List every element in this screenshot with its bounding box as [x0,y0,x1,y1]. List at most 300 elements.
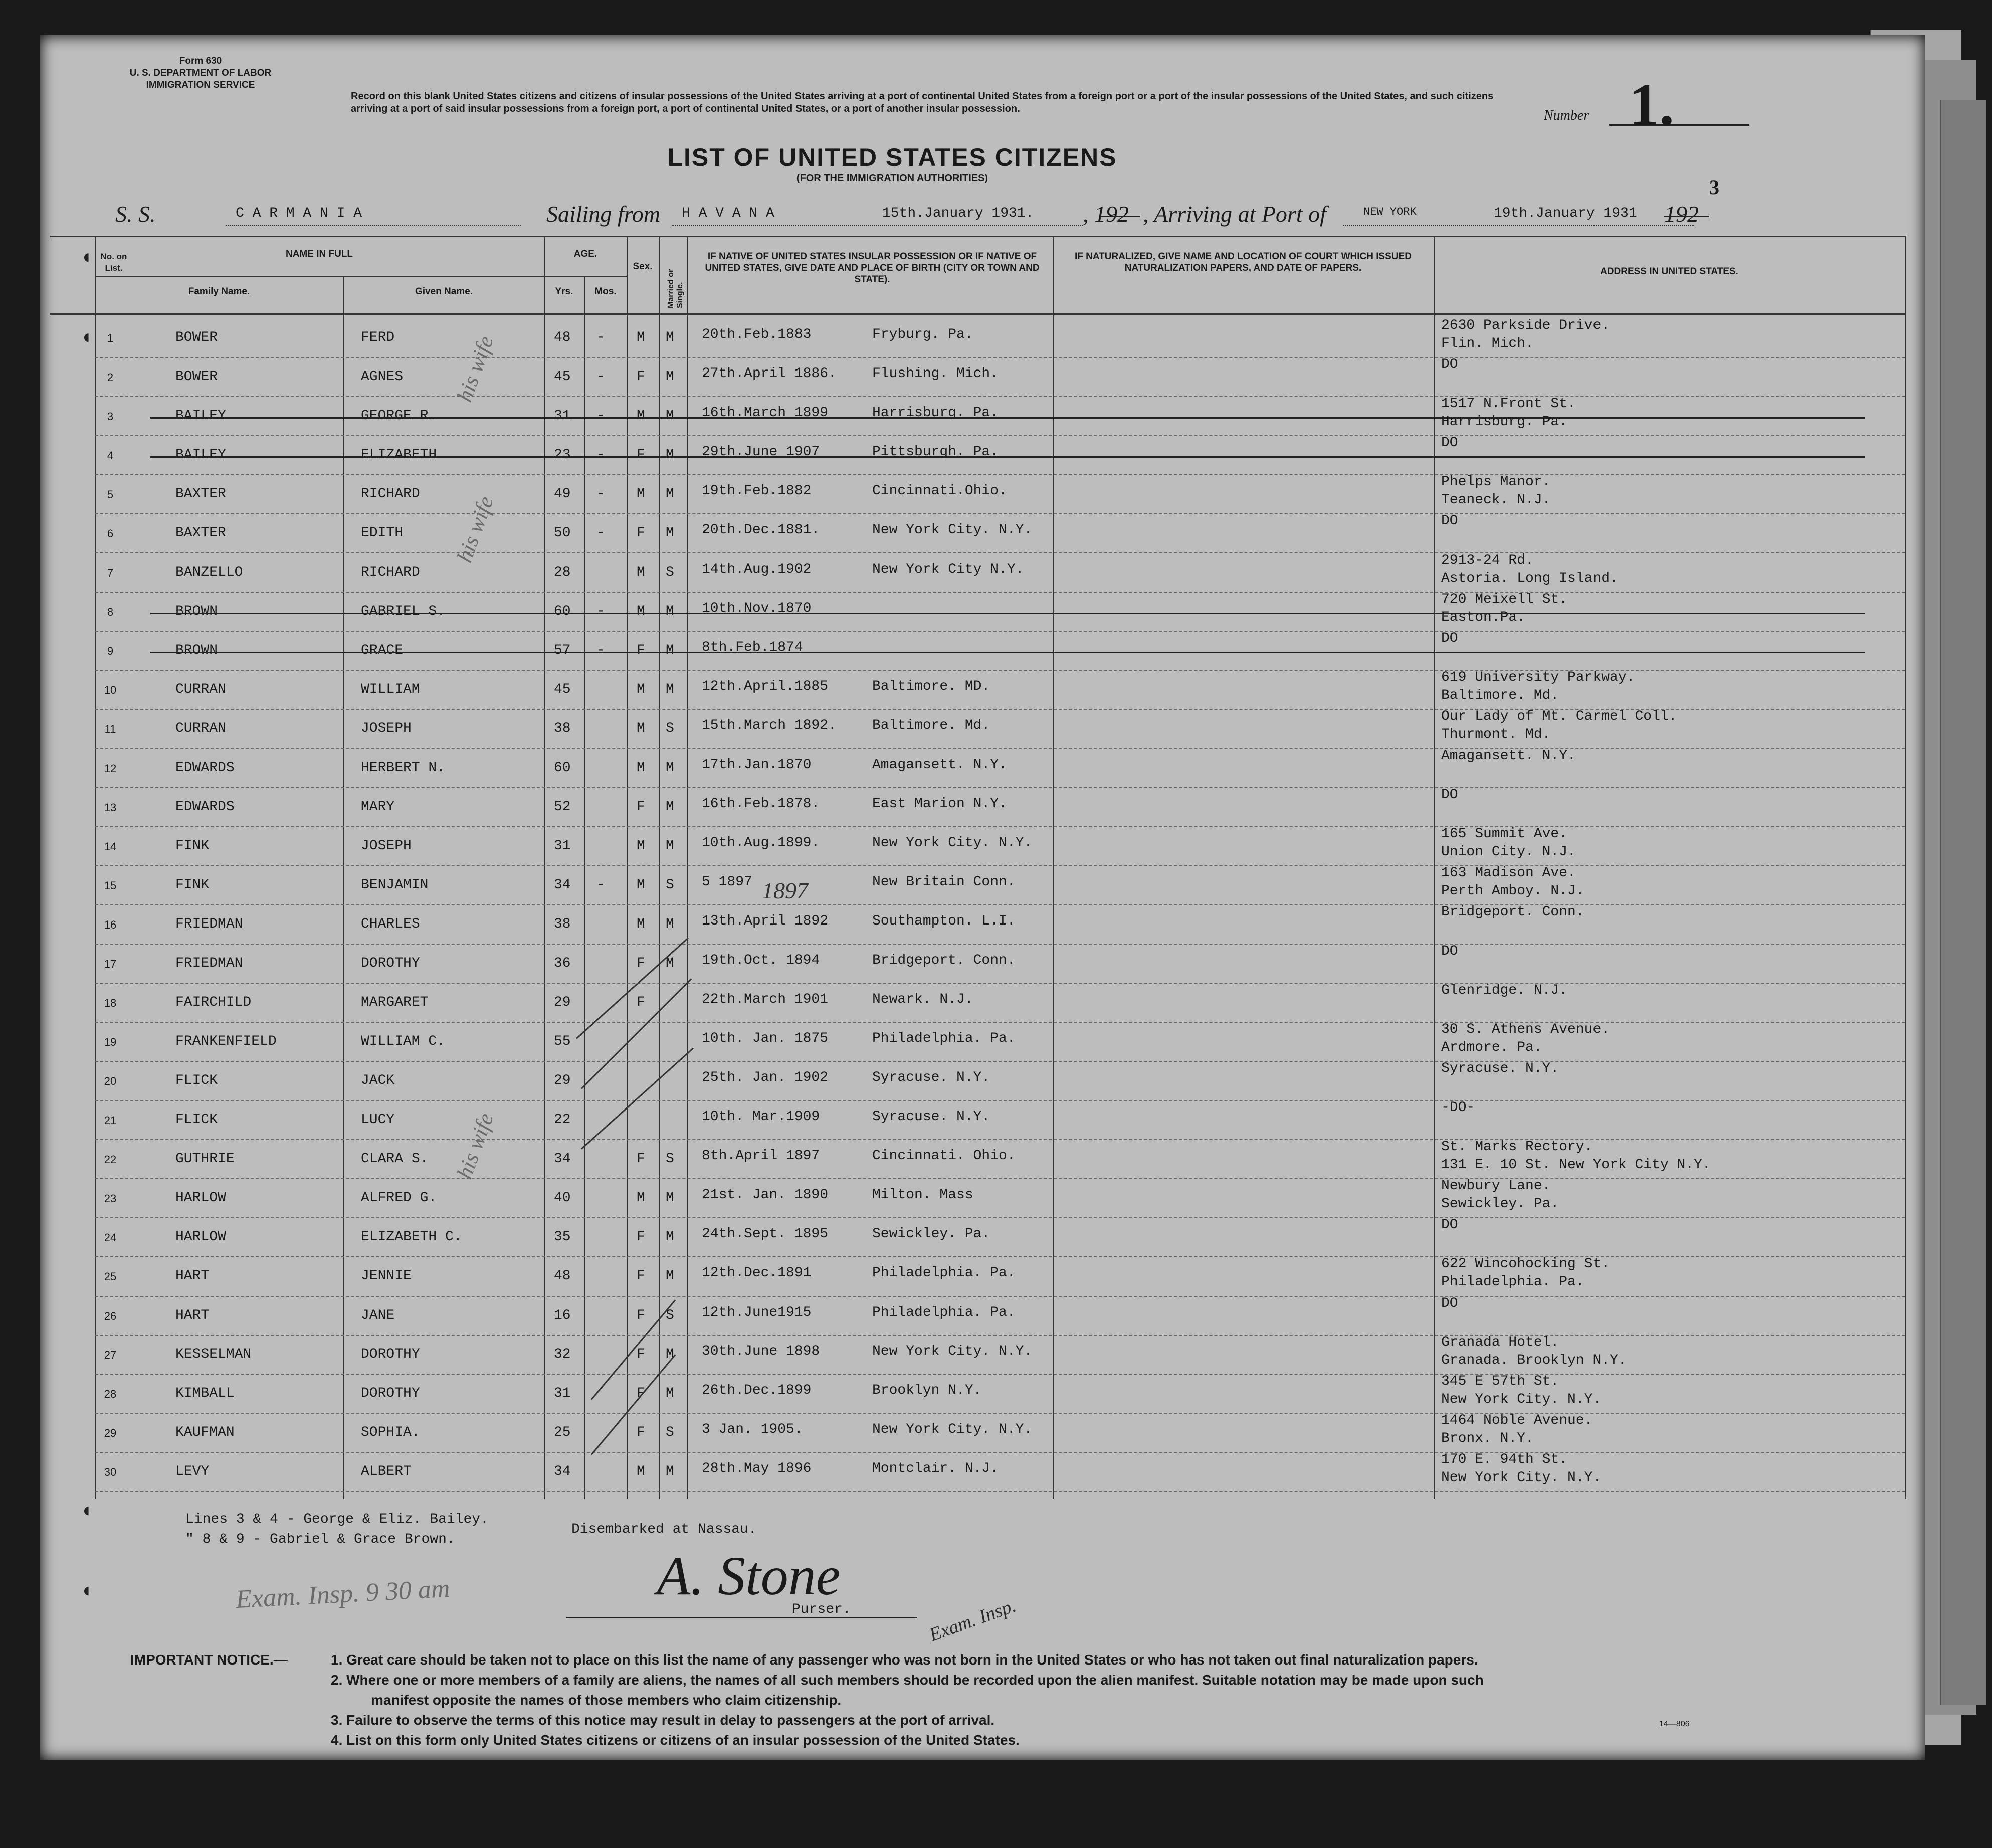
printer-code: 14—806 [1659,1720,1690,1728]
row-number: 27 [104,1349,117,1361]
col-header-married: Married or Single. [667,269,684,308]
row-number: 17 [104,958,117,970]
col-header-no: No. on List. [100,252,127,273]
col-line [627,236,628,1499]
marital-status: M [666,1464,674,1480]
age-years: 34 [554,877,571,893]
ship-name: C A R M A N I A [236,206,362,221]
row-separator [95,826,1905,827]
birth-place: New York City. N.Y. [872,1422,1033,1437]
marital-status: M [666,916,674,932]
address-line-1: Phelps Manor. [1441,474,1551,490]
family-name: KESSELMAN [175,1347,252,1362]
family-name: BOWER [175,330,218,345]
family-name: FRIEDMAN [175,956,243,971]
age-years: 49 [554,486,571,502]
sex: F [637,1229,645,1245]
address-line-1: St. Marks Rectory. [1441,1139,1593,1155]
year-strike [1664,216,1709,217]
address-line-2: Bronx. N.Y. [1441,1431,1534,1446]
birth-date: 12th.June1915 [702,1305,812,1320]
given-name: GABRIEL S. [361,604,446,619]
row-separator [95,1452,1905,1453]
address-line-2: New York City. N.Y. [1441,1470,1602,1486]
col-line [544,236,545,1499]
age-years: 36 [554,956,571,971]
address-line-1: Newbury Lane. [1441,1178,1551,1194]
address-line-1: DO [1441,631,1458,646]
strike-through [150,652,1865,653]
given-name: JENNIE [361,1268,412,1284]
birth-place: Cincinnati.Ohio. [872,483,1007,499]
age-years: 25 [554,1425,571,1440]
family-name: BAXTER [175,525,226,541]
marital-status: S [666,565,674,580]
service: IMMIGRATION SERVICE [146,80,255,90]
age-years: 48 [554,1268,571,1284]
family-name: BANZELLO [175,565,243,580]
form-number: Form 630 [179,56,222,66]
row-number: 14 [104,840,117,853]
col-line [659,236,660,1499]
given-name: BENJAMIN [361,877,429,893]
family-name: LEVY [175,1464,210,1480]
sex: F [637,1386,645,1401]
row-separator [95,1139,1905,1140]
row-separator [95,1413,1905,1414]
sex: F [637,643,645,658]
birth-place: Bridgeport. Conn. [872,953,1016,968]
family-name: FRANKENFIELD [175,1034,277,1049]
sex: M [637,838,645,854]
given-name: SOPHIA. [361,1425,420,1440]
handwritten-year: 1897 [762,878,808,903]
marital-status: M [666,1190,674,1206]
row-number: 21 [104,1114,117,1127]
inspector-signature: Exam. Insp. [926,1595,1019,1646]
family-name: FLICK [175,1112,218,1128]
row-separator [95,357,1905,358]
col-line [584,276,585,1499]
row-number: 5 [107,488,114,501]
row-separator [95,865,1905,866]
address-line-1: 165 Summit Ave. [1441,826,1568,842]
handwritten-his-wife: his wife [452,1110,499,1182]
sex: M [637,682,645,697]
age-years: 29 [554,1073,571,1088]
marital-status: M [666,1386,674,1401]
row-separator [95,1256,1905,1257]
row-separator [95,944,1905,945]
arrival-year-hand: 3 [1709,176,1719,199]
birth-date: 30th.June 1898 [702,1344,820,1359]
birth-place: Harrisburg. Pa. [872,405,999,421]
age-years: 38 [554,916,571,932]
col-header-age: AGE. [573,249,597,259]
row-number: 7 [107,567,114,579]
birth-date: 8th.Feb.1874 [702,640,803,655]
birth-date: 5 1897 [702,874,752,890]
family-name: FRIEDMAN [175,916,243,932]
sex: F [637,1425,645,1440]
given-name: MARGARET [361,995,429,1010]
arriving-label: , Arriving at Port of [1143,201,1326,227]
birth-place: Southampton. L.I. [872,913,1016,929]
age-months: - [596,408,605,424]
marital-status: M [666,1268,674,1284]
col-line [1434,236,1435,1499]
notice-item-1: 1. Great care should be taken not to place on this list the name of any passenger who was not born in the United States or who has not taken out final naturalization papers. [331,1652,1478,1668]
birth-place: Philadelphia. Pa. [872,1305,1016,1320]
given-name: FERD [361,330,395,345]
given-name: WILLIAM C. [361,1034,446,1049]
given-name: GRACE [361,643,404,658]
address-line-1: DO [1441,435,1458,451]
address-line-1: Granada Hotel. [1441,1335,1559,1350]
address-line-2: Granada. Brooklyn N.Y. [1441,1353,1627,1368]
fill-line [226,225,521,226]
sex: F [637,1151,645,1167]
given-name: DOROTHY [361,1386,420,1401]
age-months: - [596,877,605,893]
birth-place: Brooklyn N.Y. [872,1383,982,1398]
birth-date: 21st. Jan. 1890 [702,1187,829,1203]
age-years: 40 [554,1190,571,1206]
subheader-line [95,276,627,277]
family-name: GUTHRIE [175,1151,235,1167]
address-line-2: Sewickley. Pa. [1441,1196,1559,1212]
address-line-2: Baltimore. Md. [1441,688,1559,703]
sex: M [637,760,645,776]
address-line-2: Perth Amboy. N.J. [1441,883,1584,899]
fill-line [672,225,1083,226]
age-years: 57 [554,643,571,658]
note-disembarked: Disembarked at Nassau. [571,1522,757,1537]
row-separator [95,1100,1905,1101]
col-line [687,236,688,1499]
birth-place: Newark. N.J. [872,992,973,1007]
given-name: EDITH [361,525,404,541]
row-number: 24 [104,1231,117,1244]
col-header-mos: Mos. [594,286,617,297]
given-name: JOSEPH [361,721,412,736]
marital-status: M [666,486,674,502]
birth-place: Syracuse. N.Y. [872,1070,990,1085]
given-name: ELIZABETH C. [361,1229,462,1245]
manifest-page [40,35,1925,1760]
row-separator [95,1178,1905,1179]
binder-hole: ◖ [80,1579,93,1601]
address-line-1: Bridgeport. Conn. [1441,904,1584,920]
age-years: 31 [554,408,571,424]
marital-status: M [666,1347,674,1362]
age-months: - [596,369,605,385]
row-separator [95,435,1905,436]
sex: F [637,369,645,385]
birth-place: Montclair. N.J. [872,1461,999,1476]
row-separator [95,904,1905,905]
family-name: FLICK [175,1073,218,1088]
row-separator [95,748,1905,749]
arrival-date: 19th.January 1931 [1494,206,1637,221]
birth-place: Philadelphia. Pa. [872,1031,1016,1046]
row-number: 10 [104,684,117,696]
age-months: - [596,447,605,463]
sex: F [637,1268,645,1284]
sex: F [637,525,645,541]
sex: M [637,877,645,893]
address-line-1: DO [1441,357,1458,373]
address-line-1: 1517 N.Front St. [1441,396,1576,412]
page-subtitle: (FOR THE IMMIGRATION AUTHORITIES) [796,173,988,184]
list-number: 1. [1629,71,1674,138]
age-years: 29 [554,995,571,1010]
birth-date: 17th.Jan.1870 [702,757,812,773]
row-number: 2 [107,371,114,384]
row-number: 8 [107,606,114,618]
row-number: 30 [104,1466,117,1479]
binder-hole: ◖ [80,1499,93,1521]
address-line-1: 1464 Noble Avenue. [1441,1413,1593,1428]
age-years: 55 [554,1034,571,1049]
row-separator [95,983,1905,984]
port-from: H A V A N A [682,206,774,221]
row-number: 16 [104,918,117,931]
address-line-1: Amagansett. N.Y. [1441,748,1576,764]
birth-date: 22th.March 1901 [702,992,829,1007]
marital-status: S [666,1151,674,1167]
year-strike [1100,216,1140,217]
col-line [1053,236,1054,1499]
birth-date: 10th. Jan. 1875 [702,1031,829,1046]
given-name: WILLIAM [361,682,420,697]
address-line-1: Glenridge. N.J. [1441,983,1568,998]
birth-date: 13th.April 1892 [702,913,829,929]
notice-item-2-cont: manifest opposite the names of those members who claim citizenship. [371,1692,842,1708]
address-line-1: Our Lady of Mt. Carmel Coll. [1441,709,1677,724]
notice-item-2: 2. Where one or more members of a family are aliens, the names of all such members should be recorded upon the alien manifest. Suitable notation may be made upon such [331,1672,1484,1688]
age-years: 52 [554,799,571,815]
age-months: - [596,486,605,502]
given-name: RICHARD [361,565,420,580]
birth-date: 28th.May 1896 [702,1461,812,1476]
given-name: JANE [361,1308,395,1323]
birth-date: 3 Jan. 1905. [702,1422,803,1437]
family-name: BAXTER [175,486,226,502]
row-number: 15 [104,879,117,892]
birth-date: 15th.March 1892. [702,718,837,733]
birth-date: 10th. Mar.1909 [702,1109,820,1125]
marital-status: M [666,369,674,385]
row-number: 25 [104,1270,117,1283]
address-line-2: Teaneck. N.J. [1441,492,1551,508]
given-name: ALBERT [361,1464,412,1480]
family-name: BOWER [175,369,218,385]
fill-line [1343,225,1694,226]
given-name: RICHARD [361,486,420,502]
strike-through [150,417,1865,419]
address-line-2: Philadelphia. Pa. [1441,1274,1584,1290]
row-number: 28 [104,1388,117,1400]
note-lines-8-9: " 8 & 9 - Gabriel & Grace Brown. [185,1532,455,1547]
col-header-sex: Sex. [633,261,653,272]
handwritten-his-wife: his wife [452,332,499,405]
address-line-1: 170 E. 94th St. [1441,1452,1568,1467]
sex: M [637,565,645,580]
given-name: DOROTHY [361,956,420,971]
birth-date: 19th.Oct. 1894 [702,953,820,968]
given-name: LUCY [361,1112,395,1128]
address-line-1: 619 University Parkway. [1441,670,1635,685]
row-number: 1 [107,332,114,344]
ss-label: S. S. [115,201,156,227]
col-line [343,276,344,1499]
birth-place: Sewickley. Pa. [872,1226,990,1242]
age-years: 35 [554,1229,571,1245]
col-header-naturalized: IF NATURALIZED, GIVE NAME AND LOCATION OF COURT WHICH ISSUED NATURALIZATION PAPERS, AND DATE OF PAPERS. [1074,251,1412,273]
marital-status: M [666,682,674,697]
sex: M [637,1464,645,1480]
birth-place: Flushing. Mich. [872,366,999,382]
birth-date: 16th.Feb.1878. [702,796,820,812]
purser-label: Purser. [792,1602,851,1617]
birth-place: Baltimore. MD. [872,679,990,694]
age-years: 50 [554,525,571,541]
marital-status: M [666,760,674,776]
birth-place: Philadelphia. Pa. [872,1265,1016,1281]
col-header-family: Family Name. [188,286,250,297]
marital-status: M [666,956,674,971]
row-number: 23 [104,1192,117,1205]
strike-through [150,456,1865,458]
birth-place: Syracuse. N.Y. [872,1109,990,1125]
department: U. S. DEPARTMENT OF LABOR [129,68,272,78]
col-header-given: Given Name. [415,286,473,297]
row-number: 12 [104,762,117,775]
given-name: CLARA S. [361,1151,429,1167]
address-line-1: 30 S. Athens Avenue. [1441,1022,1610,1037]
birth-place: New York City. N.Y. [872,835,1033,851]
given-name: MARY [361,799,395,815]
given-name: DOROTHY [361,1347,420,1362]
binder-hole: ◖ [80,326,93,348]
row-separator [95,1022,1905,1023]
marital-status: M [666,1229,674,1245]
sex: M [637,916,645,932]
row-separator [95,1335,1905,1336]
birth-date: 10th.Aug.1899. [702,835,820,851]
age-years: 22 [554,1112,571,1128]
marital-status: M [666,330,674,345]
age-years: 48 [554,330,571,345]
given-name: HERBERT N. [361,760,446,776]
row-separator [95,1296,1905,1297]
col-header-yrs: Yrs. [555,286,573,297]
family-name: EDWARDS [175,799,235,815]
sex: M [637,486,645,502]
row-number: 22 [104,1153,117,1166]
address-line-1: Syracuse. N.Y. [1441,1061,1559,1076]
handwritten-his-wife: his wife [452,493,499,566]
header-bottom-border [50,313,1905,315]
address-line-1: 622 Wincohocking St. [1441,1256,1610,1272]
number-label: Number [1544,108,1589,123]
age-years: 28 [554,565,571,580]
age-months: - [596,525,605,541]
col-header-address: ADDRESS IN UNITED STATES. [1600,266,1738,277]
marital-status: M [666,799,674,815]
row-number: 19 [104,1036,117,1048]
birth-date: 19th.Feb.1882 [702,483,812,499]
birth-date: 20th.Feb.1883 [702,327,812,342]
address-line-1: DO [1441,513,1458,529]
birth-date: 8th.April 1897 [702,1148,820,1164]
sex: M [637,604,645,619]
purser-line [566,1617,917,1618]
address-line-2: Ardmore. Pa. [1441,1040,1542,1055]
sex: M [637,408,645,424]
birth-date: 20th.Dec.1881. [702,522,820,538]
age-years: 60 [554,760,571,776]
address-line-1: -DO- [1441,1100,1475,1116]
address-line-2: Easton.Pa. [1441,610,1526,625]
row-number: 18 [104,997,117,1009]
row-separator [95,787,1905,788]
address-line-2: Union City. N.J. [1441,844,1576,860]
sex: F [637,956,645,971]
row-number: 6 [107,527,114,540]
marital-status: M [666,408,674,424]
age-months: - [596,643,605,658]
address-line-1: 720 Meixell St. [1441,592,1568,607]
birth-date: 27th.April 1886. [702,366,837,382]
handwritten-exam: Exam. Insp. 9 30 am [235,1574,451,1614]
row-separator [95,1061,1905,1062]
sex: F [637,447,645,463]
birth-date: 10th.Nov.1870 [702,601,812,616]
marital-status: M [666,643,674,658]
marital-status: M [666,525,674,541]
note-lines-3-4: Lines 3 & 4 - George & Eliz. Bailey. [185,1512,489,1527]
given-name: AGNES [361,369,404,385]
table-top-border [50,236,1905,237]
sex: F [637,1347,645,1362]
address-line-1: 2913-24 Rd. [1441,552,1534,568]
family-name: HART [175,1268,210,1284]
address-line-1: DO [1441,944,1458,959]
marital-status: M [666,447,674,463]
row-number: 3 [107,410,114,423]
form-code [95,55,306,91]
family-name: CURRAN [175,721,226,736]
sex: M [637,1190,645,1206]
given-name: GEORGE R. [361,408,437,424]
birth-date: 12th.Dec.1891 [702,1265,812,1281]
marital-status: S [666,721,674,736]
address-line-1: 2630 Parkside Drive. [1441,318,1610,333]
birth-place: East Marion N.Y. [872,796,1007,812]
address-line-1: DO [1441,1217,1458,1233]
notice-item-3: 3. Failure to observe the terms of this notice may result in delay to passengers at the port of arrival. [331,1712,995,1728]
marital-status: S [666,1425,674,1440]
family-name: FINK [175,877,210,893]
birth-date: 26th.Dec.1899 [702,1383,812,1398]
row-separator [95,396,1905,397]
row-separator [95,552,1905,553]
row-number: 11 [104,723,116,735]
family-name: CURRAN [175,682,226,697]
age-years: 38 [554,721,571,736]
